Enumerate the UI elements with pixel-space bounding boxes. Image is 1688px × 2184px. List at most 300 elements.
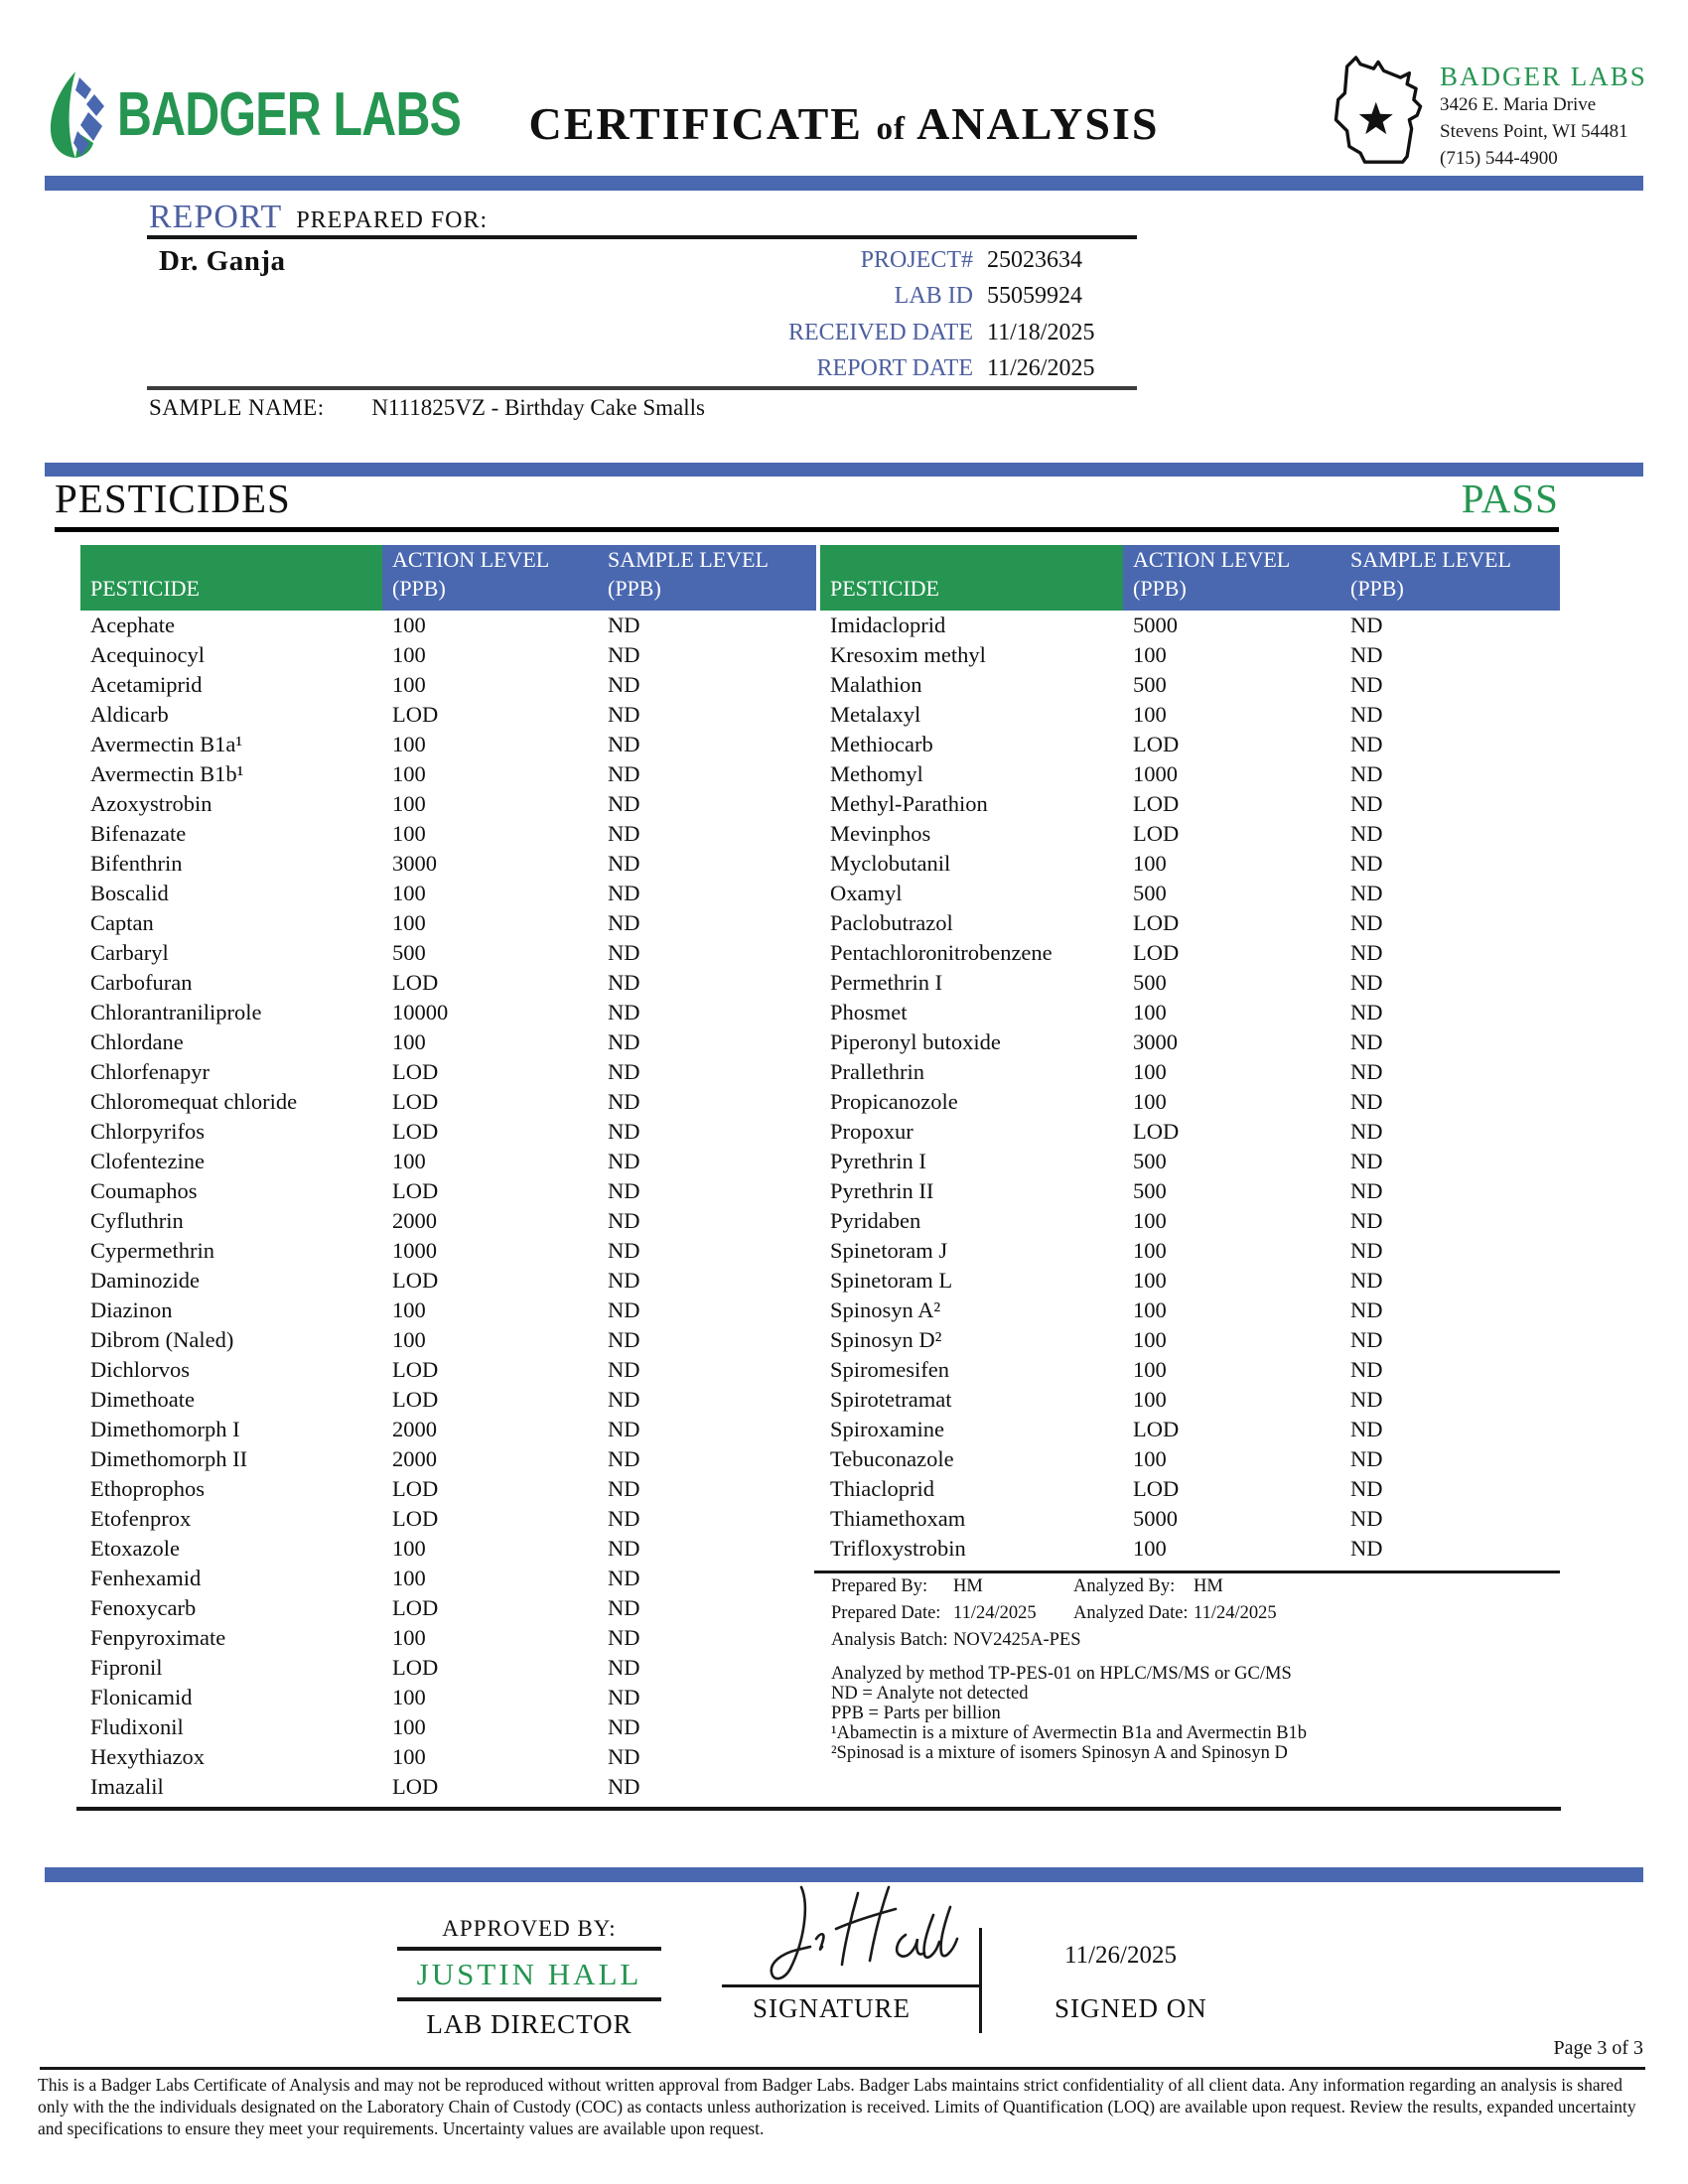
sample-level-value: ND: [608, 761, 640, 786]
action-level-value: 100: [392, 1566, 426, 1590]
pesticide-name: Diazinon: [90, 1297, 173, 1322]
sample-level-value: ND: [1350, 1476, 1383, 1501]
approved-by-rule: [397, 1947, 661, 1951]
analysis-info-block: [831, 1576, 1486, 1763]
table-row: [80, 1534, 816, 1564]
pesticide-name: Captan: [90, 910, 154, 935]
report-prepared-for-heading: [149, 199, 488, 236]
pesticide-name: Chlorantraniliprole: [90, 1000, 262, 1024]
action-level-value: LOD: [392, 1268, 439, 1293]
pesticide-name: Acephate: [90, 613, 175, 637]
pesticide-name: Pentachloronitrobenzene: [830, 940, 1053, 965]
sample-level-value: ND: [1350, 1059, 1383, 1084]
pesticide-name: Myclobutanil: [830, 851, 951, 876]
table-row: [80, 1742, 816, 1772]
action-level-value: 3000: [392, 851, 437, 876]
action-level-value: LOD: [1133, 1417, 1180, 1441]
sample-level-value: ND: [1350, 613, 1383, 637]
action-level-value: LOD: [392, 1387, 439, 1412]
sample-level-value: ND: [608, 1297, 640, 1322]
action-level-header-label: ACTION LEVEL: [1133, 547, 1291, 572]
sample-name-value: N111825VZ - Birthday Cake Smalls: [371, 395, 705, 420]
action-level-value: 100: [1133, 1387, 1167, 1412]
pesticide-name: Pyrethrin I: [830, 1149, 926, 1173]
table-row: [80, 1653, 816, 1683]
table-row: [820, 1415, 1560, 1444]
sample-level-value: ND: [608, 732, 640, 756]
field-label: LAB ID: [894, 283, 973, 310]
report-fields-rule: [147, 386, 1137, 390]
pesticide-name: Thiamethoxam: [830, 1506, 966, 1531]
action-level-value: 100: [1133, 1446, 1167, 1471]
sample-level-value: ND: [1350, 642, 1383, 667]
table-row: [80, 640, 816, 670]
pesticide-name: Permethrin I: [830, 970, 943, 995]
table-row: [80, 1623, 816, 1653]
sample-level-value: ND: [608, 1536, 640, 1561]
sample-level-value: ND: [1350, 821, 1383, 846]
action-level-value: LOD: [1133, 940, 1180, 965]
pesticide-name: Methyl-Parathion: [830, 791, 988, 816]
report-field: [556, 242, 1137, 279]
table-body-left: [80, 611, 816, 1802]
pesticide-name: Kresoxim methyl: [830, 642, 986, 667]
sample-level-column-header: [1340, 545, 1560, 611]
action-level-value: LOD: [392, 702, 439, 727]
analysis-info-grid: [831, 1576, 1486, 1657]
sample-level-value: ND: [608, 1149, 640, 1173]
table-row: [80, 670, 816, 700]
action-level-value: 5000: [1133, 613, 1178, 637]
table-row: [820, 1355, 1560, 1385]
action-level-value: 1000: [392, 1238, 437, 1263]
lab-address-text: [1440, 62, 1647, 173]
table-row: [80, 1355, 816, 1385]
action-level-value: LOD: [1133, 791, 1180, 816]
lab-name: BADGER LABS: [1440, 62, 1647, 91]
sample-name-label: SAMPLE NAME:: [149, 395, 325, 420]
table-row: [80, 1176, 816, 1206]
pesticide-name: Aldicarb: [90, 702, 169, 727]
signature-image: [747, 1879, 970, 1986]
approver-name: JUSTIN HALL: [416, 1957, 642, 1991]
sample-level-value: ND: [608, 1238, 640, 1263]
report-fields: [556, 242, 1137, 387]
action-level-value: 500: [1133, 970, 1167, 995]
lab-address-line2: Stevens Point, WI 54481: [1440, 120, 1628, 142]
table-row: [820, 1266, 1560, 1296]
action-level-value: 500: [1133, 1178, 1167, 1203]
field-label: REPORT DATE: [816, 355, 973, 382]
table-row: [80, 1206, 816, 1236]
pesticide-name: Cypermethrin: [90, 1238, 214, 1263]
analyzed-by-label: Analyzed By:: [1073, 1576, 1176, 1596]
pesticide-name: Propicanozole: [830, 1089, 958, 1114]
analysis-note: ¹Abamectin is a mixture of Avermectin B1a and Avermectin B1b: [831, 1723, 1308, 1743]
sample-level-header-label: SAMPLE LEVEL: [1350, 547, 1511, 572]
pesticide-name: Propoxur: [830, 1119, 914, 1144]
pesticide-name: Etofenprox: [90, 1506, 192, 1531]
sample-level-value: ND: [1350, 1446, 1383, 1471]
table-row: [80, 879, 816, 908]
sample-level-value: ND: [608, 1446, 640, 1471]
action-level-value: 100: [1133, 1268, 1167, 1293]
table-body-right: [820, 611, 1560, 1564]
sample-level-value: ND: [608, 791, 640, 816]
pesticide-name: Tebuconazole: [830, 1446, 954, 1471]
pesticide-name: Spirotetramat: [830, 1387, 952, 1412]
sample-level-value: ND: [608, 1000, 640, 1024]
sample-level-value: ND: [1350, 1238, 1383, 1263]
action-level-value: LOD: [392, 1476, 439, 1501]
signed-on-date: 11/26/2025: [1064, 1942, 1177, 1969]
pesticides-table-left: [80, 545, 816, 1802]
lab-address-line1: 3426 E. Maria Drive: [1440, 94, 1597, 115]
action-level-value: 5000: [1133, 1506, 1178, 1531]
action-level-value: 100: [392, 1625, 426, 1650]
sample-level-value: ND: [608, 672, 640, 697]
table-row: [820, 1057, 1560, 1087]
analysis-note: ND = Analyte not detected: [831, 1684, 1029, 1704]
table-row: [80, 1296, 816, 1325]
pesticide-name: Carbofuran: [90, 970, 193, 995]
title-part-of: of: [876, 110, 907, 147]
table-row: [820, 1206, 1560, 1236]
pesticide-name: Flonicamid: [90, 1685, 193, 1709]
pesticide-name: Coumaphos: [90, 1178, 198, 1203]
table-row: [80, 1444, 816, 1474]
pesticide-name: Fenoxycarb: [90, 1595, 197, 1620]
pesticide-name: Bifenthrin: [90, 851, 183, 876]
table-header: [80, 545, 816, 611]
pesticide-name: Avermectin B1a¹: [90, 732, 243, 756]
pesticide-column-header: [80, 545, 382, 611]
prepared-date-value: 11/24/2025: [953, 1603, 1037, 1623]
table-row: [820, 1147, 1560, 1176]
action-level-value: 100: [392, 1327, 426, 1352]
sample-level-value: ND: [608, 1268, 640, 1293]
sample-level-value: ND: [1350, 1536, 1383, 1561]
action-level-value: LOD: [392, 1059, 439, 1084]
pesticide-name: Spinetoram L: [830, 1268, 953, 1293]
sample-level-value: ND: [1350, 1029, 1383, 1054]
sample-level-value: ND: [608, 1119, 640, 1144]
action-level-value: 100: [392, 1536, 426, 1561]
action-level-value: LOD: [1133, 1476, 1180, 1501]
pesticide-name: Clofentezine: [90, 1149, 205, 1173]
action-level-value: 100: [392, 1297, 426, 1322]
table-row: [80, 1564, 816, 1593]
sample-level-value: ND: [1350, 851, 1383, 876]
sample-level-value: ND: [608, 1208, 640, 1233]
sample-level-value: ND: [608, 881, 640, 905]
table-row: [820, 968, 1560, 998]
action-level-value: LOD: [392, 1357, 439, 1382]
action-level-header-label: ACTION LEVEL: [392, 547, 550, 572]
prepared-for-label: PREPARED FOR:: [296, 207, 489, 233]
pesticide-name: Fenhexamid: [90, 1566, 202, 1590]
sample-level-value: ND: [608, 1059, 640, 1084]
pesticide-name: Metalaxyl: [830, 702, 921, 727]
action-level-value: LOD: [392, 1655, 439, 1680]
table-row: [80, 700, 816, 730]
table-row: [820, 759, 1560, 789]
action-level-value: 100: [392, 1685, 426, 1709]
table-row: [820, 908, 1560, 938]
pesticide-name: Pyridaben: [830, 1208, 921, 1233]
field-label: PROJECT#: [860, 246, 973, 273]
action-level-value: 100: [392, 1714, 426, 1739]
approved-by-label: APPROVED BY:: [442, 1916, 617, 1941]
analysis-notes: [831, 1664, 1486, 1763]
action-level-value: 100: [392, 791, 426, 816]
action-level-value: LOD: [1133, 1119, 1180, 1144]
report-field: [556, 315, 1137, 351]
pesticide-header-label: PESTICIDE: [830, 576, 939, 602]
prepared-date-label: Prepared Date:: [831, 1603, 941, 1623]
field-value: 55059924: [987, 283, 1082, 310]
pesticide-name: Fipronil: [90, 1655, 163, 1680]
sample-level-value: ND: [608, 970, 640, 995]
sample-level-value: ND: [608, 702, 640, 727]
action-level-value: 500: [1133, 672, 1167, 697]
action-level-value: 100: [392, 1149, 426, 1173]
pesticide-name: Chlorfenapyr: [90, 1059, 210, 1084]
pesticide-name: Piperonyl butoxide: [830, 1029, 1001, 1054]
pesticide-name: Boscalid: [90, 881, 169, 905]
action-level-value: LOD: [392, 1506, 439, 1531]
field-value: 11/18/2025: [987, 319, 1095, 345]
action-level-value: LOD: [392, 1595, 439, 1620]
sample-level-value: ND: [1350, 1417, 1383, 1441]
sample-level-value: ND: [608, 1655, 640, 1680]
analyzed-date-value: 11/24/2025: [1194, 1603, 1277, 1623]
table-row: [80, 1683, 816, 1712]
sample-level-value: ND: [608, 1029, 640, 1054]
section-title-rule: [55, 527, 1559, 532]
sample-level-value: ND: [608, 1625, 640, 1650]
title-part-analysis: ANALYSIS: [916, 98, 1160, 149]
pesticide-name: Chloromequat chloride: [90, 1089, 298, 1114]
sample-level-value: ND: [1350, 1178, 1383, 1203]
sample-level-value: ND: [608, 940, 640, 965]
table-row: [80, 1057, 816, 1087]
action-level-value: LOD: [392, 1774, 439, 1799]
pesticide-name: Imazalil: [90, 1774, 164, 1799]
pesticide-name: Mevinphos: [830, 821, 931, 846]
divider-bar-top: [45, 176, 1643, 191]
sample-level-value: ND: [1350, 1208, 1383, 1233]
pesticide-name: Methomyl: [830, 761, 923, 786]
action-level-value: 100: [1133, 1059, 1167, 1084]
action-level-value: LOD: [1133, 910, 1180, 935]
action-level-value: 100: [1133, 1297, 1167, 1322]
table-row: [80, 908, 816, 938]
sample-level-header-label: SAMPLE LEVEL: [608, 547, 769, 572]
action-level-value: 100: [1133, 1327, 1167, 1352]
table-row: [80, 1266, 816, 1296]
action-level-value: 2000: [392, 1417, 437, 1441]
action-level-value: 500: [1133, 1149, 1167, 1173]
table-row: [820, 849, 1560, 879]
table-row: [820, 730, 1560, 759]
sample-level-value: ND: [1350, 1297, 1383, 1322]
table-row: [820, 1236, 1560, 1266]
table-row: [80, 1087, 816, 1117]
pesticide-name: Dibrom (Naled): [90, 1327, 234, 1352]
prepared-by-label: Prepared By:: [831, 1576, 928, 1596]
sample-level-value: ND: [1350, 881, 1383, 905]
action-level-value: 100: [1133, 642, 1167, 667]
sample-level-value: ND: [1350, 1089, 1383, 1114]
action-level-value: 100: [392, 732, 426, 756]
sample-level-value: ND: [608, 642, 640, 667]
report-label: REPORT: [149, 199, 283, 235]
sample-level-value: ND: [608, 1714, 640, 1739]
field-label: RECEIVED DATE: [788, 319, 973, 345]
pesticide-name: Etoxazole: [90, 1536, 180, 1561]
sample-level-value: ND: [1350, 1327, 1383, 1352]
pesticide-name: Dimethomorph II: [90, 1446, 248, 1471]
sample-level-value: ND: [1350, 1119, 1383, 1144]
table-row: [80, 1504, 816, 1534]
sample-level-value: ND: [608, 613, 640, 637]
pesticide-name: Spiroxamine: [830, 1417, 944, 1441]
pesticide-name: Azoxystrobin: [90, 791, 212, 816]
analysis-note: PPB = Parts per billion: [831, 1704, 1001, 1723]
status-badge: PASS: [1461, 476, 1559, 521]
pesticide-name: Prallethrin: [830, 1059, 924, 1084]
pesticide-name: Spinetoram J: [830, 1238, 948, 1263]
pesticide-name: Avermectin B1b¹: [90, 761, 244, 786]
table-row: [820, 1385, 1560, 1415]
sample-name-row: [149, 395, 705, 421]
sample-level-column-header: [598, 545, 816, 611]
sample-level-value: ND: [1350, 910, 1383, 935]
action-level-value: 100: [392, 881, 426, 905]
table-row: [80, 1325, 816, 1355]
action-level-value: LOD: [392, 1178, 439, 1203]
table-row: [80, 1712, 816, 1742]
disclaimer-text: This is a Badger Labs Certificate of Analysis and may not be reproduced without written approval from Badger Labs. Badger Labs maintains strict confidentiality of all client data. Any information regarding an analysis is shared only with the the individuals designated on the Laboratory Chain of Custody (COC) as contacts unless authorization is received. Limits of Quantification (LOQ) are available upon request. Review the results, expanded uncertainty and specifications to ensure they meet your requirements. Uncertainty values are available upon request.: [38, 2075, 1636, 2138]
sample-level-value: ND: [608, 851, 640, 876]
sample-level-value: ND: [608, 1595, 640, 1620]
pesticide-header-label: PESTICIDE: [90, 576, 200, 602]
action-level-value: 500: [1133, 881, 1167, 905]
action-level-value: 100: [1133, 1089, 1167, 1114]
action-level-unit-label: (PPB): [392, 576, 446, 602]
table-row: [820, 670, 1560, 700]
table-row: [80, 968, 816, 998]
pesticide-name: Malathion: [830, 672, 922, 697]
footer-rule: [40, 2067, 1645, 2070]
table-row: [80, 1415, 816, 1444]
report-heading-rule: [147, 235, 1137, 239]
table-row: [820, 611, 1560, 640]
table-row: [820, 1325, 1560, 1355]
action-level-value: 100: [392, 821, 426, 846]
pesticide-name: Dimethomorph I: [90, 1417, 240, 1441]
analysis-note: Analyzed by method TP-PES-01 on HPLC/MS/MS or GC/MS: [831, 1664, 1292, 1684]
table-row: [820, 1087, 1560, 1117]
table-row: [80, 1236, 816, 1266]
action-level-value: 100: [392, 761, 426, 786]
pesticide-name: Bifenazate: [90, 821, 187, 846]
action-level-value: 100: [392, 910, 426, 935]
action-level-value: 100: [392, 613, 426, 637]
sample-level-value: ND: [1350, 940, 1383, 965]
signature-divider: [979, 1928, 982, 2033]
sample-level-value: ND: [1350, 970, 1383, 995]
pesticide-name: Phosmet: [830, 1000, 908, 1024]
signature-rule: [722, 1984, 980, 1987]
table-row: [80, 819, 816, 849]
action-level-unit-label: (PPB): [1133, 576, 1187, 602]
action-level-value: LOD: [392, 1119, 439, 1144]
sample-level-value: ND: [608, 1566, 640, 1590]
pesticide-column-header: [820, 545, 1123, 611]
table-row: [80, 730, 816, 759]
table-row: [80, 998, 816, 1027]
table-row: [820, 1444, 1560, 1474]
action-level-value: 100: [392, 642, 426, 667]
pesticide-name: Methiocarb: [830, 732, 933, 756]
table-row: [820, 938, 1560, 968]
table-row: [820, 700, 1560, 730]
analysis-note: ²Spinosad is a mixture of isomers Spinosyn A and Spinosyn D: [831, 1743, 1288, 1763]
sample-level-value: ND: [608, 1774, 640, 1799]
pesticide-name: Chlorpyrifos: [90, 1119, 205, 1144]
page-number: Page 3 of 3: [1553, 2037, 1643, 2059]
report-field: [556, 279, 1137, 316]
approver-rule: [397, 1997, 661, 2001]
report-field: [556, 351, 1137, 388]
table-row: [820, 640, 1560, 670]
table-row: [80, 1772, 816, 1802]
table-row: [80, 1117, 816, 1147]
table-row: [820, 1117, 1560, 1147]
table-row: [820, 1296, 1560, 1325]
client-name: Dr. Ganja: [159, 245, 286, 277]
table-bottom-rule: [76, 1807, 1561, 1811]
pesticide-name: Acetamiprid: [90, 672, 203, 697]
title-part-certificate: CERTIFICATE: [528, 98, 863, 149]
table-row: [820, 1504, 1560, 1534]
field-value: 25023634: [987, 246, 1082, 273]
table-row: [80, 611, 816, 640]
pesticide-name: Oxamyl: [830, 881, 903, 905]
action-level-value: 10000: [392, 1000, 449, 1024]
pesticide-name: Daminozide: [90, 1268, 200, 1293]
wisconsin-state-icon: [1323, 50, 1434, 169]
sample-level-value: ND: [608, 1357, 640, 1382]
pesticide-name: Ethoprophos: [90, 1476, 205, 1501]
pesticide-name: Chlordane: [90, 1029, 184, 1054]
table-row: [80, 1385, 816, 1415]
sample-level-unit-label: (PPB): [1350, 576, 1404, 602]
pesticide-name: Dichlorvos: [90, 1357, 190, 1382]
action-level-value: 100: [1133, 1208, 1167, 1233]
action-level-value: 100: [1133, 1238, 1167, 1263]
section-title: PESTICIDES: [55, 476, 291, 521]
action-level-value: 100: [1133, 1000, 1167, 1024]
pesticide-name: Imidacloprid: [830, 613, 946, 637]
action-level-value: 100: [1133, 702, 1167, 727]
action-level-value: 2000: [392, 1446, 437, 1471]
table-row: [820, 819, 1560, 849]
table-row: [80, 789, 816, 819]
analyzed-date-label: Analyzed Date:: [1073, 1603, 1189, 1623]
